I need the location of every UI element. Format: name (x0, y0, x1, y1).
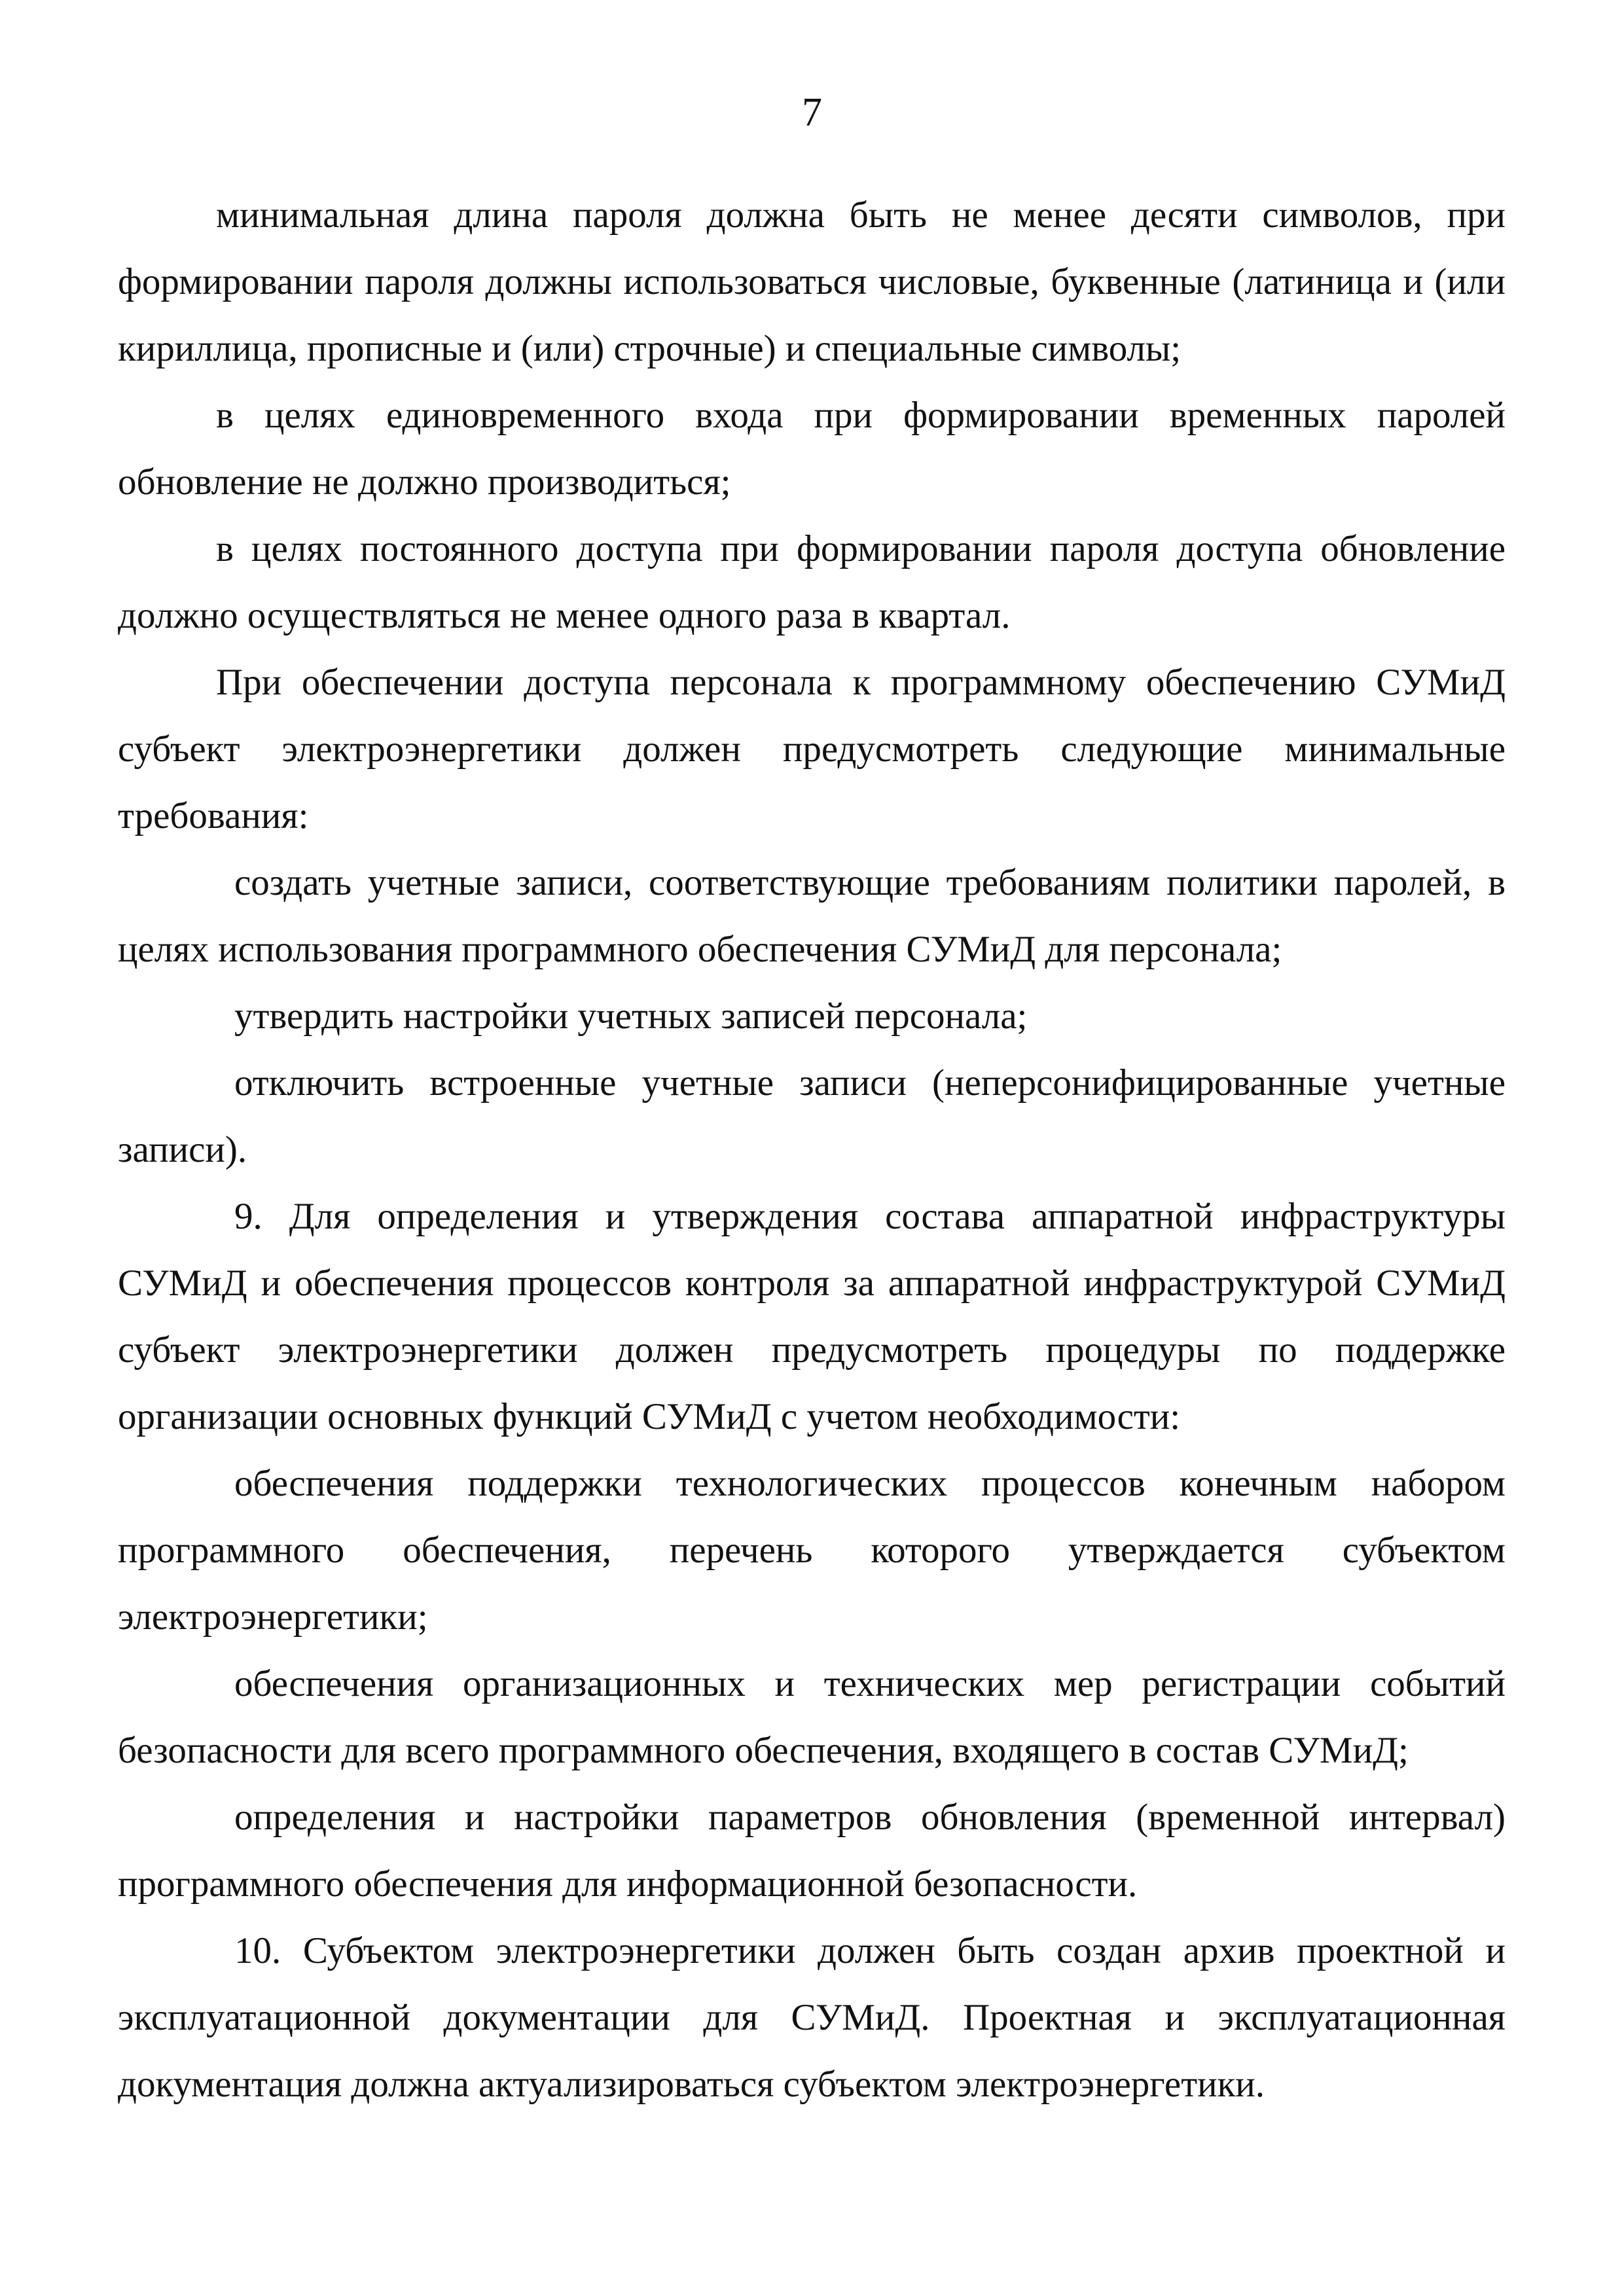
paragraph-temporary-passwords: в целях единовременного входа при формировании временных паролей обновление не должно производиться; (118, 395, 1506, 503)
page-number: 7 (802, 90, 822, 135)
paragraph-disable-builtin: отключить встроенные учетные записи (неперсонифицированные учетные записи). (118, 1062, 1506, 1170)
paragraph-approve-settings: утвердить настройки учетных записей персонала; (234, 996, 1028, 1037)
paragraph-item-10: 10. Субъектом электроэнергетики должен быть создан архив проектной и эксплуатационной документации для СУМиД. Проектная и эксплуатационная документация должна актуализироваться субъектом электроэнергетики. (118, 1930, 1506, 2105)
paragraph-password-length: минимальная длина пароля должна быть не менее десяти символов, при формировании пароля должны использоваться числовые, буквенные (латиница и (или кириллица, прописные и (или) строчные) и специальные символы; (118, 194, 1506, 369)
paragraph-item-9: 9. Для определения и утверждения состава аппаратной инфраструктуры СУМиД и обеспечения процессов контроля за аппаратной инфраструктурой СУМиД субъект электроэнергетики должен предусмотреть процедуры по поддержке организации основных функций СУМиД с учетом необходимости: (118, 1196, 1506, 1437)
paragraph-software-support: обеспечения поддержки технологических процессов конечным набором программного обеспечения, перечень которого утверждается субъектом электроэнергетики; (118, 1463, 1506, 1638)
paragraph-create-accounts: создать учетные записи, соответствующие требованиям политики паролей, в целях использования программного обеспечения СУМиД для персонала; (118, 862, 1506, 970)
paragraph-staff-access: При обеспечении доступа персонала к программному обеспечению СУМиД субъект электроэнергетики должен предусмотреть следующие минимальные требования: (118, 662, 1506, 836)
paragraph-update-parameters: определения и настройки параметров обновления (временной интервал) программного обеспечения для информационной безопасности. (118, 1797, 1506, 1905)
document-body (118, 182, 1506, 2118)
paragraph-event-registration: обеспечения организационных и технических мер регистрации событий безопасности для всего программного обеспечения, входящего в состав СУМиД; (118, 1663, 1506, 1771)
paragraph-permanent-access: в целях постоянного доступа при формировании пароля доступа обновление должно осуществляться не менее одного раза в квартал. (118, 528, 1506, 636)
